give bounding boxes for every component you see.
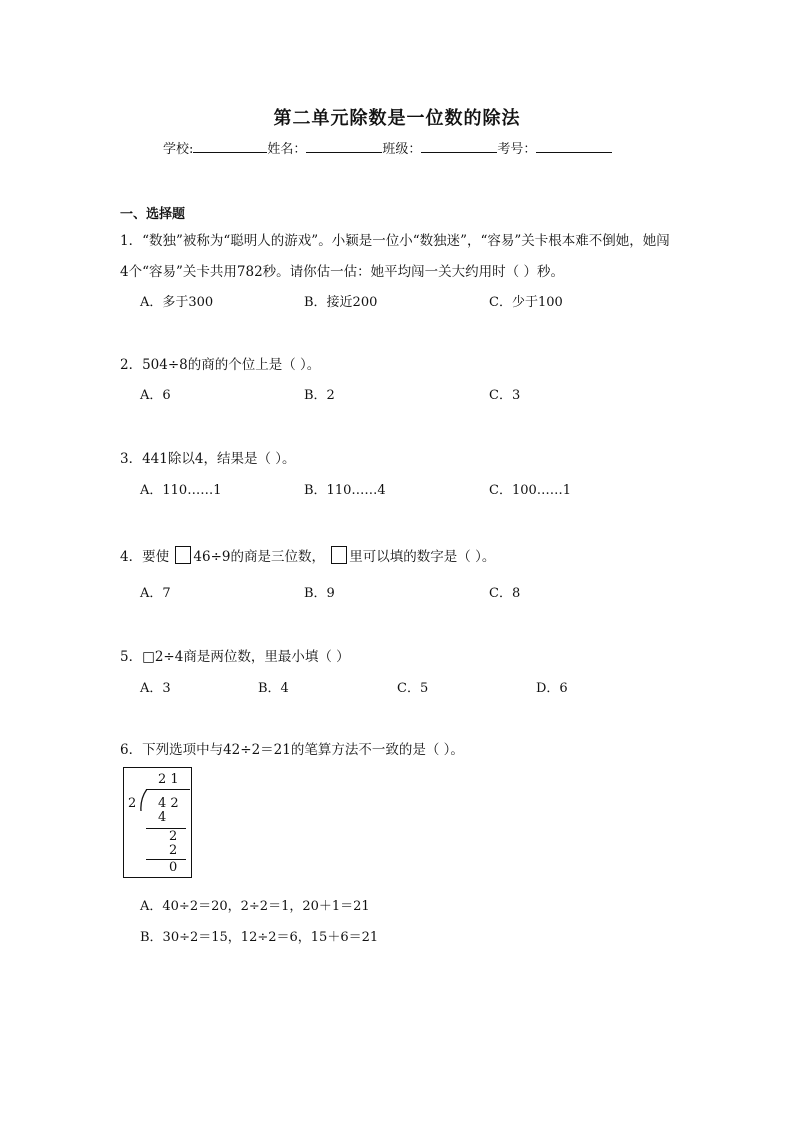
class-label: 班级： — [382, 142, 422, 157]
q5-option-b[interactable]: B．4 — [258, 681, 289, 696]
blank-box-icon — [175, 546, 191, 564]
q5-option-d[interactable]: D．6 — [536, 681, 568, 696]
division-divisor: 2 — [128, 796, 137, 811]
name-blank[interactable] — [306, 140, 382, 153]
q2-option-b[interactable]: B．2 — [304, 388, 335, 403]
question-1-line1: 1．“数独”被称为“聪明人的游戏”。小颖是一位小“数独迷”，“容易”关卡根本难不倒她，她闯 — [120, 233, 670, 249]
name-label: 姓名： — [267, 142, 307, 157]
division-bar — [146, 789, 190, 790]
q4-mid: 46÷9的商是三位数， — [193, 549, 325, 565]
q5-option-c[interactable]: C．5 — [397, 681, 429, 696]
id-blank[interactable] — [536, 140, 612, 153]
q4-prefix: 4．要使 — [120, 549, 170, 565]
division-step-2: 2 — [169, 829, 178, 844]
school-label: 学校: — [163, 142, 194, 157]
q6-option-b[interactable]: B．30÷2＝15，12÷2＝6，15＋6＝21 — [140, 930, 379, 945]
q5-option-a[interactable]: A．3 — [140, 681, 171, 696]
q4-suffix: 里可以填的数字是（ ）。 — [349, 549, 496, 565]
division-line-2 — [146, 859, 186, 860]
division-remainder: 0 — [169, 860, 178, 875]
q4-option-b[interactable]: B．9 — [304, 586, 335, 601]
division-line-1 — [146, 828, 186, 829]
school-blank[interactable] — [193, 140, 267, 153]
q1-option-a[interactable]: A．多于300 — [140, 295, 214, 310]
page-title: 第二单元除数是一位数的除法 — [273, 108, 521, 129]
division-bracket-icon — [139, 789, 149, 811]
question-1-line2: 4个“容易”关卡共用782秒。请你估一估：她平均闯一关大约用时（ ）秒。 — [120, 264, 564, 280]
q4-option-c[interactable]: C．8 — [489, 586, 521, 601]
q3-option-b[interactable]: B．110……4 — [304, 483, 386, 498]
q3-option-a[interactable]: A．110……1 — [140, 483, 222, 498]
division-step-3: 2 — [169, 843, 178, 858]
student-info-line — [163, 138, 612, 157]
blank-box-icon — [331, 546, 347, 564]
q3-option-c[interactable]: C．100……1 — [489, 483, 572, 498]
question-6: 6．下列选项中与42÷2＝21的笔算方法不一致的是（ ）。 — [120, 742, 464, 758]
long-division-figure — [123, 767, 192, 878]
question-3: 3．441除以4，结果是（ ）。 — [120, 451, 296, 467]
q4-option-a[interactable]: A．7 — [140, 586, 171, 601]
id-label: 考号： — [497, 142, 537, 157]
q1-option-b[interactable]: B．接近200 — [304, 295, 378, 310]
q6-option-a[interactable]: A．40÷2＝20，2÷2＝1，20＋1＝21 — [140, 899, 370, 914]
question-2: 2．504÷8的商的个位上是（ ）。 — [120, 357, 321, 373]
section-heading: 一、选择题 — [120, 207, 186, 222]
q2-option-c[interactable]: C．3 — [489, 388, 521, 403]
division-quotient: 2 1 — [158, 772, 179, 787]
question-5: 5．□2÷4商是两位数，里最小填（ ） — [120, 649, 350, 665]
question-4 — [120, 545, 495, 565]
division-step-1: 4 — [158, 810, 167, 825]
class-blank[interactable] — [421, 140, 497, 153]
division-dividend: 4 2 — [158, 796, 179, 811]
q2-option-a[interactable]: A．6 — [140, 388, 171, 403]
q1-option-c[interactable]: C．少于100 — [489, 295, 563, 310]
